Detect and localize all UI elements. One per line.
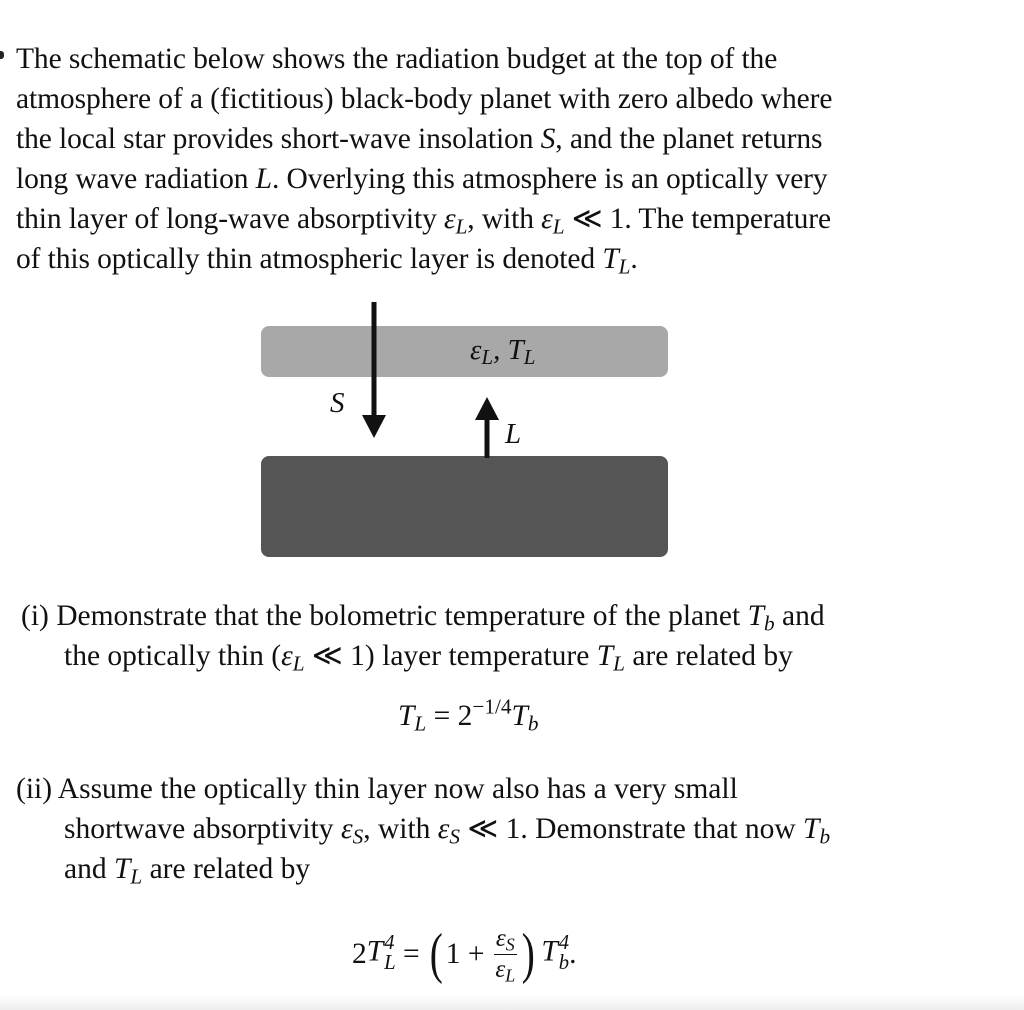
question-1-line-1: (i) Demonstrate that the bolometric temperature of the planet $T_b$ and bbox=[21, 600, 825, 636]
symbol-t-l: $T_L$ bbox=[602, 243, 631, 279]
intro-text: . Overlying this atmosphere is an optically very bbox=[271, 163, 828, 195]
bottom-shade bbox=[0, 995, 1024, 1010]
intro-text: ≪ 1. The temperature bbox=[564, 203, 832, 235]
intro-text: of this optically thin atmospheric layer is denoted bbox=[16, 243, 603, 275]
intro-text: long wave radiation bbox=[16, 163, 256, 195]
insolation-arrow-head bbox=[362, 415, 386, 438]
intro-text: , with bbox=[467, 203, 542, 235]
symbol-eps-l: $\varepsilon_L$ bbox=[541, 203, 565, 239]
question-1-line-2: the optically thin ($\varepsilon_L$ ≪ 1) layer temperature $T_L$ are related by bbox=[64, 640, 793, 676]
intro-text: thin layer of long-wave absorptivity bbox=[16, 203, 445, 235]
intro-line-2: atmosphere of a (fictitious) black-body planet with zero albedo where bbox=[16, 83, 833, 115]
left-paren: ( bbox=[429, 923, 443, 985]
l-label: L bbox=[505, 418, 522, 450]
question-2-line-2: shortwave absorptivity $\varepsilon_S$, with $\varepsilon_S$ ≪ 1. Demonstrate that now $T_b$ bbox=[64, 813, 831, 849]
layer-label: $\varepsilon_L$, $T_L$ bbox=[470, 334, 536, 370]
symbol-s: S bbox=[540, 123, 556, 155]
fraction: $\frac{\varepsilon_S}{\varepsilon_L}$ bbox=[495, 924, 516, 985]
symbol-eps-l: $\varepsilon_L$ bbox=[444, 203, 468, 239]
intro-line-1: The schematic below shows the radiation budget at the top of the bbox=[16, 43, 778, 75]
right-paren: ) bbox=[521, 923, 535, 985]
intro-text: the local star provides short-wave insolation bbox=[16, 123, 541, 155]
longwave-arrow-head bbox=[475, 397, 499, 420]
symbol-l: L bbox=[255, 163, 272, 195]
intro-text: , and the planet returns bbox=[555, 123, 823, 155]
intro-text: . bbox=[630, 243, 638, 275]
equation-2: 2 T 4 L = ( 1 + $\frac{\varepsilon_S}{\varepsilon_L}$ ) T 4 b . bbox=[352, 923, 577, 985]
equation-1: $T_L = 2^{-1/4}T_b$ bbox=[398, 694, 539, 736]
question-2-line-1: (ii) Assume the optically thin layer now also has a very small bbox=[16, 773, 738, 805]
question-2-line-3: and $T_L$ are related by bbox=[64, 853, 311, 889]
s-label: S bbox=[330, 387, 345, 419]
